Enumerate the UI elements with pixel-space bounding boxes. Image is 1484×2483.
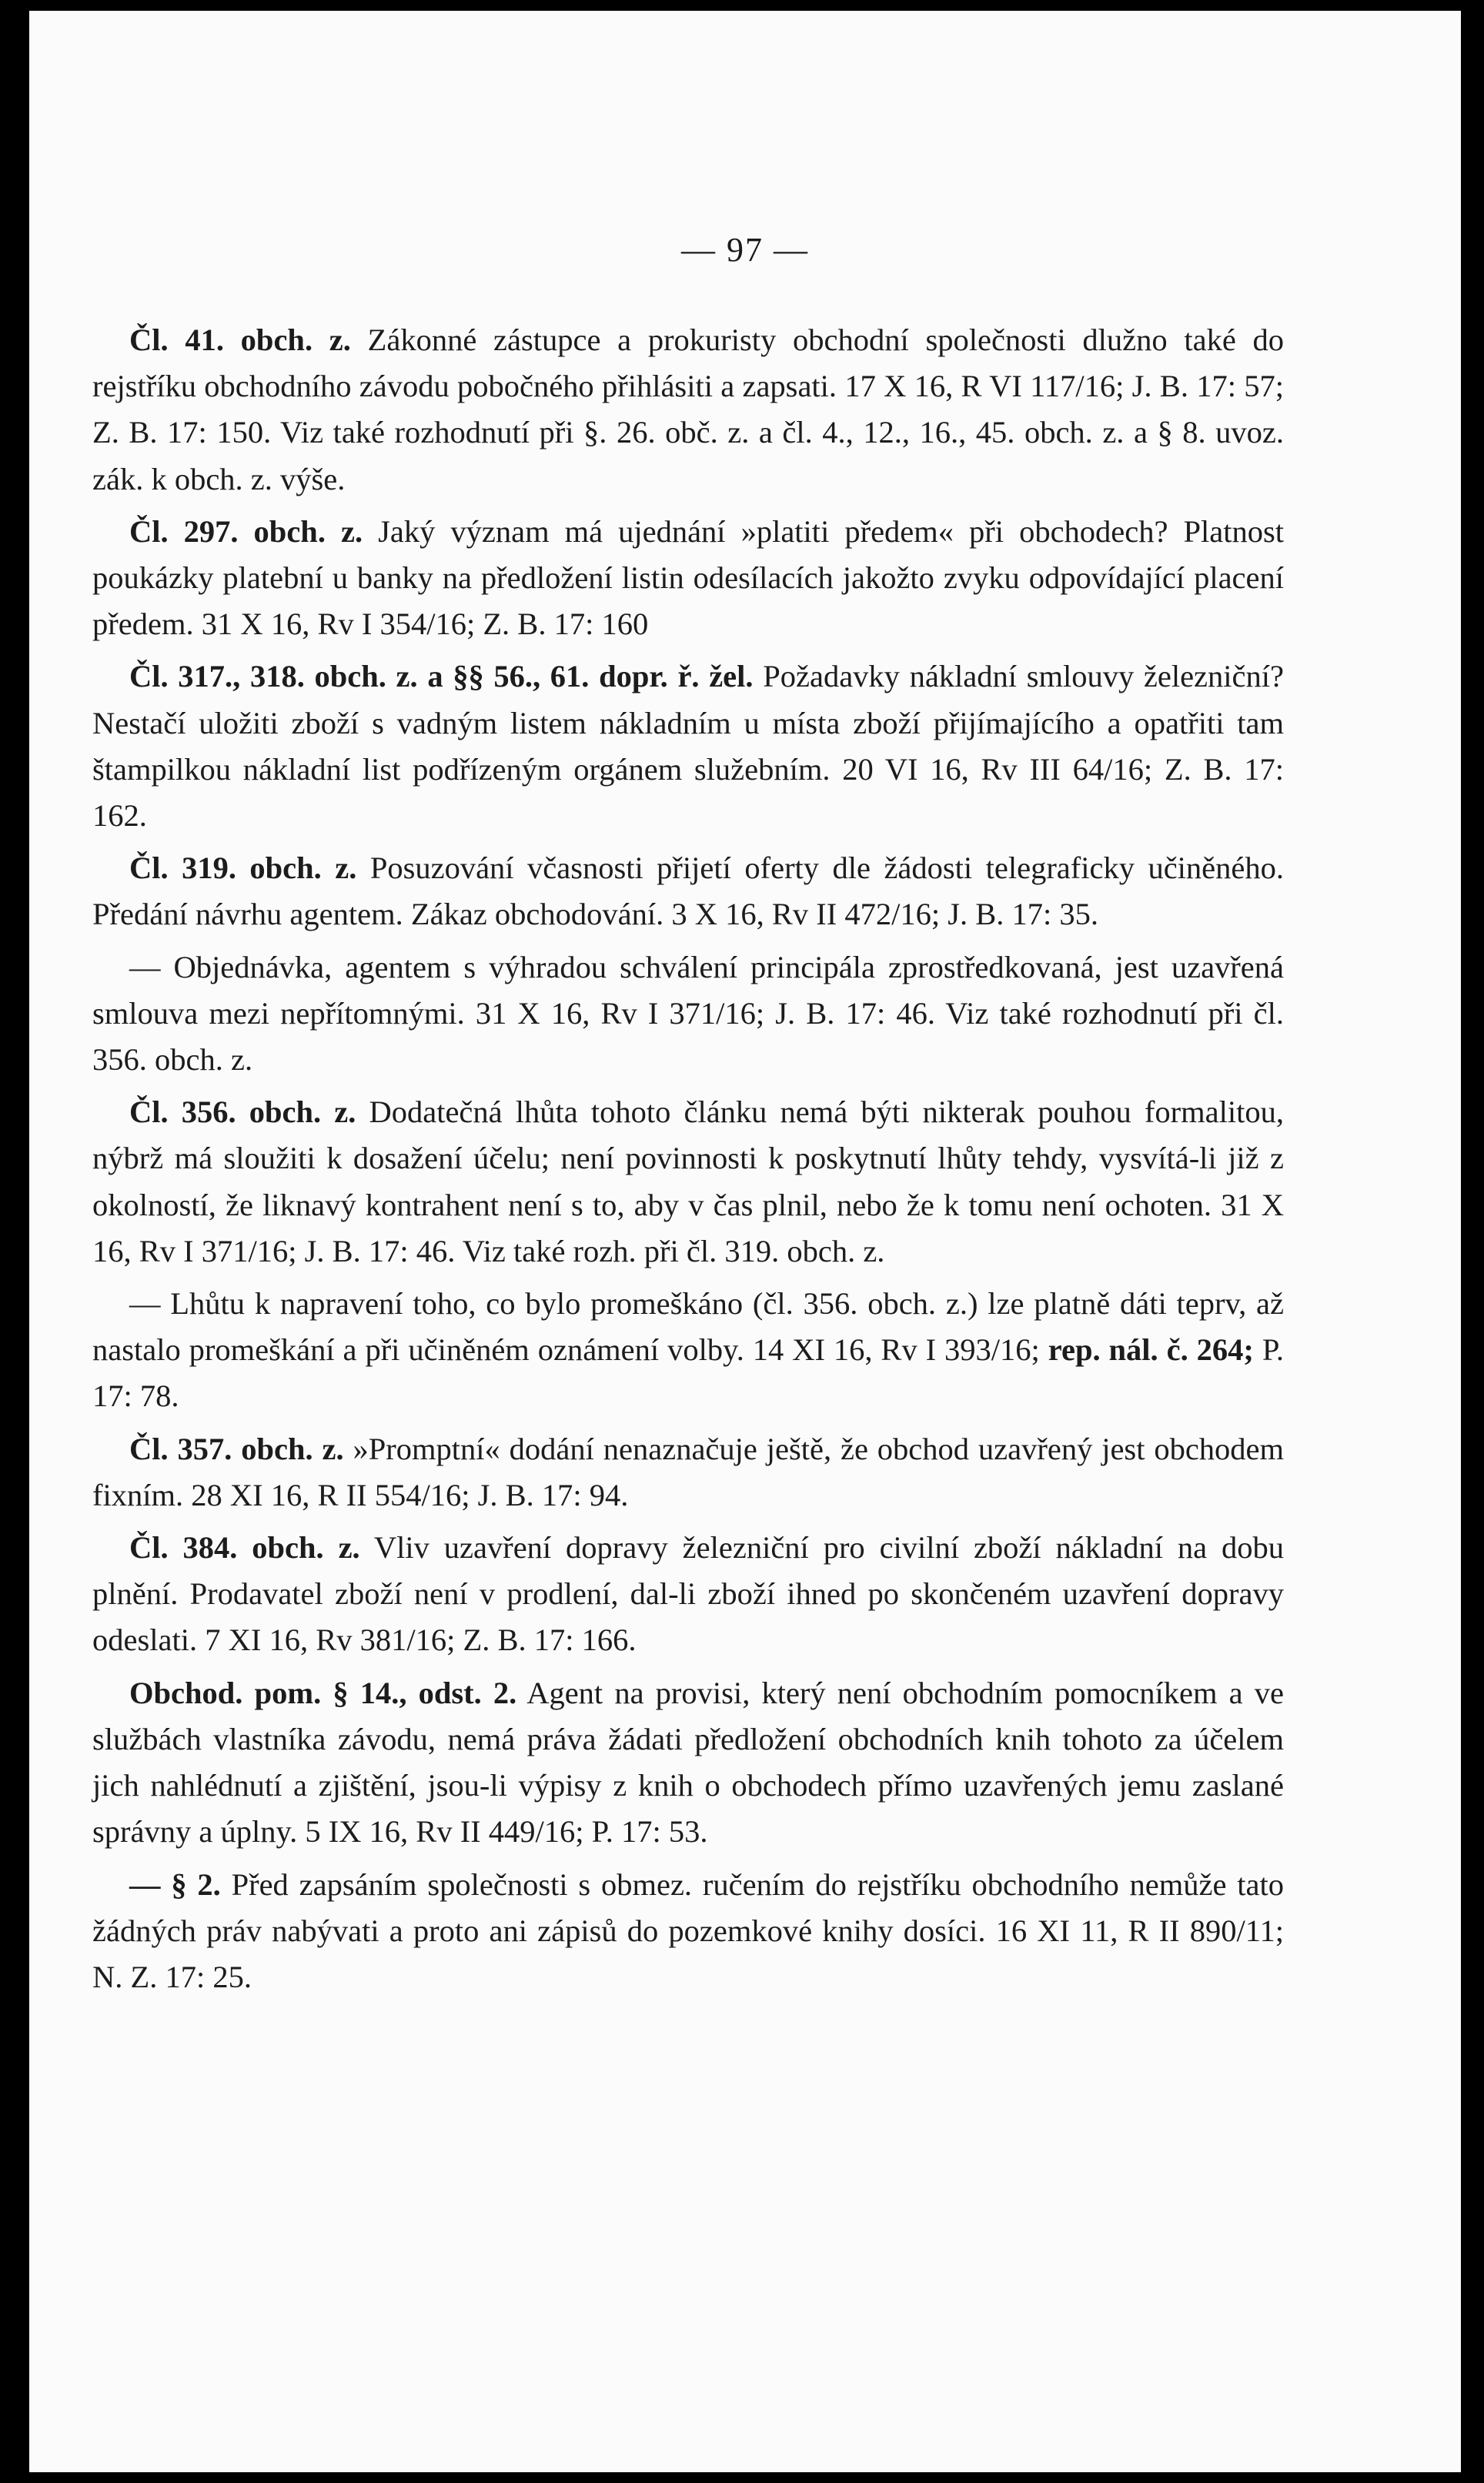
book-page — [29, 11, 1461, 2472]
paragraph-heading: Čl. 384. obch. z. — [129, 1530, 360, 1566]
paragraph-cl-317-318 — [92, 653, 1284, 839]
paragraph-cl-384 — [92, 1525, 1284, 1664]
paragraph-body: Vliv uzavření dopravy železniční pro civilní zboží nákladní na dobu plnění. Prodavatel zboží není v prodlení, dal-li zboží ihned po skončeném uzavření dopravy odeslati. 7 XI 16, Rv 381/16; Z. B. 17: 166. — [92, 1530, 1285, 1658]
paragraph-heading: Čl. 357. obch. z. — [129, 1431, 344, 1466]
page-text — [92, 317, 1284, 2007]
paragraph-body: — Objednávka, agentem s výhradou schválení principála zprostředkovaná, jest uzavřená smlouva mezi nepřítomnými. 31 X 16, Rv I 371/16; J. B. 17: 46. Viz také rozhodnutí při čl. 356. obch. z. — [92, 949, 1284, 1078]
paragraph-heading: Čl. 41. obch. z. — [129, 322, 351, 357]
paragraph-objednavka — [92, 944, 1284, 1084]
paragraph-body: Agent na provisi, který není obchodním pomocníkem a ve službách vlastníka závodu, nemá práva žádati předložení obchodních knih tohoto za účelem jich nahlédnutí a zjištění, jsou-li výpisy z knih o obchodech přímo uzavřených jemu zaslané správny a úplny. 5 IX 16, Rv II 449/16; P. 17: 53. — [92, 1675, 1284, 1850]
paragraph-lhutu — [92, 1281, 1284, 1420]
paragraph-cl-41 — [92, 317, 1284, 503]
paragraph-bold-reference: rep. nál. č. 264; — [1048, 1332, 1254, 1368]
paragraph-tail: P. 17: 78. — [92, 1332, 1284, 1414]
paragraph-heading: Čl. 319. obch. z. — [129, 851, 357, 886]
paragraph-cl-357 — [92, 1426, 1284, 1519]
paragraph-cl-356 — [92, 1089, 1284, 1275]
paragraph-body: Posuzování včasnosti přijetí oferty dle žádosti telegraficky učiněného. Předání návrhu agentem. Zákaz obchodování. 3 X 16, Rv II 472/16; J. B. 17: 35. — [92, 851, 1284, 932]
paragraph-body: Jaký význam má ujednání »platiti předem« při obchodech? Platnost poukázky platební u banky na předložení listin odesílacích jakožto zvyku odpovídající placení předem. 31 X 16, Rv I 354/16; Z. B. 17: 160 — [92, 513, 1285, 642]
paragraph-heading: — § 2. — [129, 1866, 221, 1902]
paragraph-body: Dodatečná lhůta tohoto článku nemá býti nikterak pouhou formalitou, nýbrž má sloužiti k dosažení účelu; není povinnosti k poskytnutí lhůty tehdy, vysvítá-li již z okolností, že liknavý kontrahent není s to, aby v čas plnil, nebo že k tomu není ochoten. 31 X 16, Rv I 371/16; J. B. 17: 46. Viz také rozh. při čl. 319. obch. z. — [92, 1094, 1285, 1268]
paragraph-heading: Čl. 297. obch. z. — [129, 513, 363, 549]
paragraph-paragraf-2 — [92, 1862, 1284, 2001]
paragraph-cl-319 — [92, 845, 1284, 937]
paragraph-body: — Lhůtu k napravení toho, co bylo promeškáno (čl. 356. obch. z.) lze platně dáti teprv, až nastalo promeškání a při učiněném oznámení volby. 14 XI 16, Rv I 393/16; — [92, 1286, 1284, 1368]
paragraph-heading: Čl. 317., 318. obch. z. a §§ 56., 61. dopr. ř. žel. — [129, 659, 754, 694]
paragraph-body: »Promptní« dodání nenaznačuje ještě, že obchod uzavřený jest obchodem fixním. 28 XI 16, R II 554/16; J. B. 17: 94. — [92, 1431, 1285, 1512]
page-number: — 97 — — [681, 231, 809, 269]
paragraph-obchod-pom-14 — [92, 1670, 1284, 1856]
paragraph-cl-297 — [92, 509, 1284, 648]
paragraph-body: Před zapsáním společnosti s obmez. ručením do rejstříku obchodního nemůže tato žádných práv nabývati a proto ani zápisů do pozemkové knihy dosíci. 16 XI 11, R II 890/11; N. Z. 17: 25. — [92, 1866, 1284, 1994]
paragraph-heading: Čl. 356. obch. z. — [129, 1094, 356, 1130]
paragraph-body: Zákonné zástupce a prokuristy obchodní společnosti dlužno také do rejstříku obchodního závodu pobočného přihlásiti a zapsati. 17 X 16, R VI 117/16; J. B. 17: 57; Z. B. 17: 150. Viz také rozhodnutí při §. 26. obč. z. a čl. 4., 12., 16., 45. obch. z. a § 8. uvoz. zák. k obch. z. výše. — [92, 322, 1285, 496]
paragraph-heading: Obchod. pom. § 14., odst. 2. — [129, 1675, 517, 1710]
paragraph-body: Požadavky nákladní smlouvy železniční? Nestačí uložiti zboží s vadným listem nákladním u místa zboží přijímajícího a opatřiti tam štampilkou nákladní list podřízeným orgánem služebním. 20 VI 16, Rv III 64/16; Z. B. 17: 162. — [92, 659, 1284, 834]
